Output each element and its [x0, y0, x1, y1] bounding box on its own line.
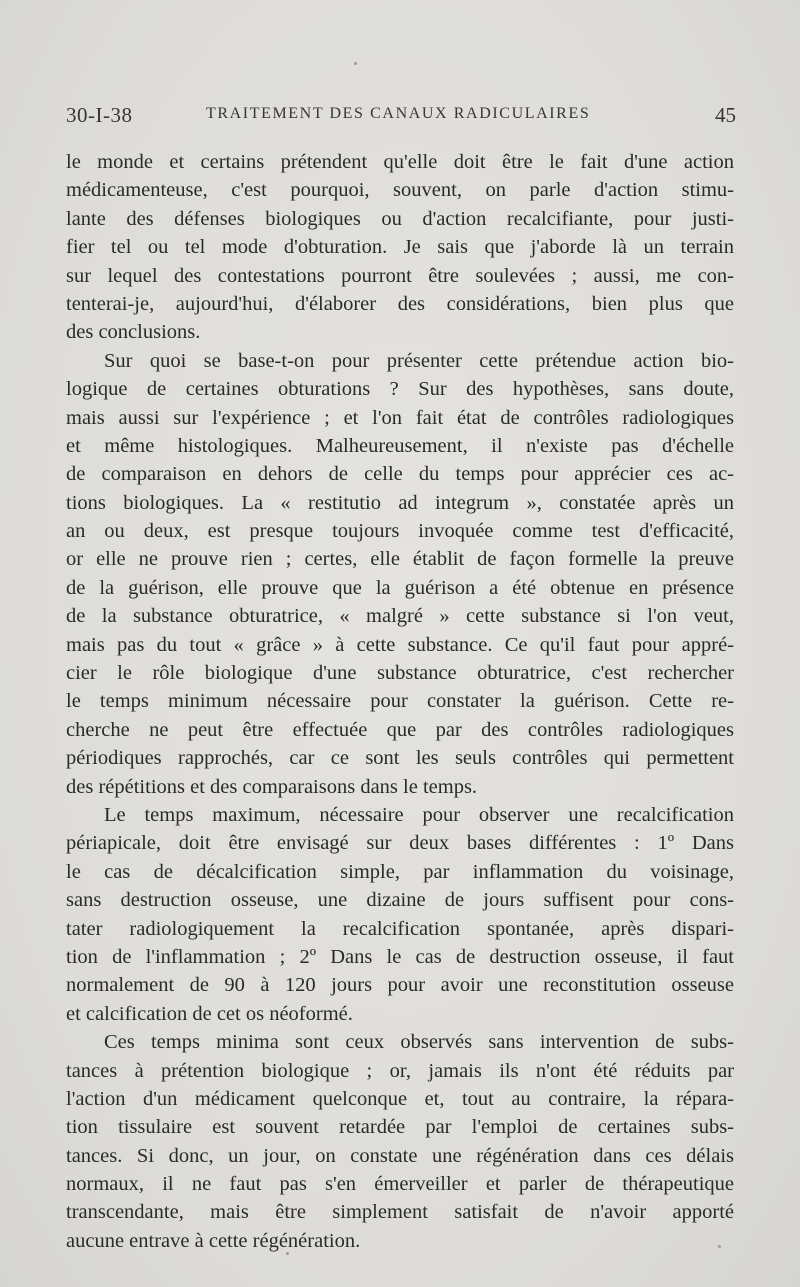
text-line: tances. Si donc, un jour, on constate une régénération dans ces délais	[66, 1144, 734, 1167]
text-line: tion tissulaire est souvent retardée par l'emploi de certaines subs-	[66, 1116, 734, 1139]
body-text	[66, 148, 734, 1255]
paragraph-4	[66, 1028, 734, 1255]
paper-speck	[286, 1252, 289, 1255]
text-line: l'action d'un médicament quelconque et, tout au contraire, la répara-	[66, 1087, 734, 1110]
text-line: logique de certaines obturations ? Sur des hypothèses, sans doute,	[66, 378, 734, 401]
folio-date: 30-I-38	[66, 103, 133, 127]
text-line: médicamenteuse, c'est pourquoi, souvent, on parle d'action stimu-	[66, 179, 734, 202]
text-line: normaux, il ne faut pas s'en émerveiller et parler de thérapeutique	[66, 1173, 734, 1196]
text-line: et même histologiques. Malheureusement, il n'existe pas d'échelle	[66, 434, 734, 457]
page-header	[66, 101, 736, 129]
text-line: or elle ne prouve rien ; certes, elle établit de façon formelle la preuve	[66, 548, 734, 571]
paper-speck	[718, 1245, 721, 1248]
text-line: cherche ne peut être effectuée que par des contrôles radiologiques	[66, 718, 734, 741]
text-line: et calcification de cet os néoformé.	[66, 1002, 353, 1025]
text-line: de comparaison en dehors de celle du temps pour apprécier ces ac-	[66, 463, 734, 486]
text-line: cier le rôle biologique d'une substance obturatrice, c'est rechercher	[66, 662, 734, 685]
text-line: de la substance obturatrice, « malgré » cette substance si l'on veut,	[66, 605, 734, 628]
text-line: le monde et certains prétendent qu'elle doit être le fait d'une action	[66, 151, 734, 173]
text-line: fier tel ou tel mode d'obturation. Je sais que j'aborde là un terrain	[66, 236, 734, 259]
text-line: normalement de 90 à 120 jours pour avoir une reconstitution osseuse	[66, 974, 734, 997]
text-line: tater radiologiquement la recalcification spontanée, après dispari-	[66, 917, 734, 940]
text-line: tions biologiques. La « restitutio ad integrum », constatée après un	[66, 491, 734, 514]
text-line: tances à prétention biologique ; or, jamais ils n'ont été réduits par	[66, 1059, 734, 1082]
text-line: mais aussi sur l'expérience ; et l'on fait état de contrôles radiologiques	[66, 406, 734, 429]
paragraph-1	[66, 148, 734, 347]
page-number: 45	[715, 103, 736, 127]
text-line: le cas de décalcification simple, par inflammation du voisinage,	[66, 860, 734, 883]
text-line: des répétitions et des comparaisons dans le temps.	[66, 775, 478, 798]
text-line: Ces temps minima sont ceux observés sans intervention de subs-	[104, 1031, 734, 1054]
text-line: de la guérison, elle prouve que la guérison a été obtenue en présence	[66, 576, 734, 599]
text-line: le temps minimum nécessaire pour constater la guérison. Cette re-	[66, 690, 734, 713]
text-line: lante des défenses biologiques ou d'action recalcifiante, pour justi-	[66, 207, 734, 230]
text-line: transcendante, mais être simplement satisfait de n'avoir apporté	[66, 1201, 734, 1224]
paragraph-2	[66, 347, 734, 801]
text-line: Sur quoi se base-t-on pour présenter cette prétendue action bio-	[104, 349, 734, 372]
text-line: périapicale, doit être envisagé sur deux bases différentes : 1º Dans	[66, 832, 734, 855]
text-line: tion de l'inflammation ; 2º Dans le cas de destruction osseuse, il faut	[66, 945, 734, 968]
text-line: périodiques rapprochés, car ce sont les seuls contrôles qui permettent	[66, 747, 734, 770]
text-line: an ou deux, est presque toujours invoquée comme test d'efficacité,	[66, 520, 734, 543]
text-line: des conclusions.	[66, 321, 201, 344]
text-line: sans destruction osseuse, une dizaine de jours suffisent pour cons-	[66, 889, 734, 912]
text-line: tenterai-je, aujourd'hui, d'élaborer des considérations, bien plus que	[66, 292, 734, 315]
text-line: sur lequel des contestations pourront être soulevées ; aussi, me con-	[66, 264, 734, 287]
paper-speck	[354, 62, 357, 65]
text-line: Le temps maximum, nécessaire pour observer une recalcification	[104, 803, 734, 826]
text-line: aucune entrave à cette régénération.	[66, 1229, 361, 1252]
paragraph-3	[66, 801, 734, 1028]
text-line: mais pas du tout « grâce » à cette substance. Ce qu'il faut pour appré-	[66, 633, 734, 656]
running-title: TRAITEMENT DES CANAUX RADICULAIRES	[206, 105, 591, 122]
